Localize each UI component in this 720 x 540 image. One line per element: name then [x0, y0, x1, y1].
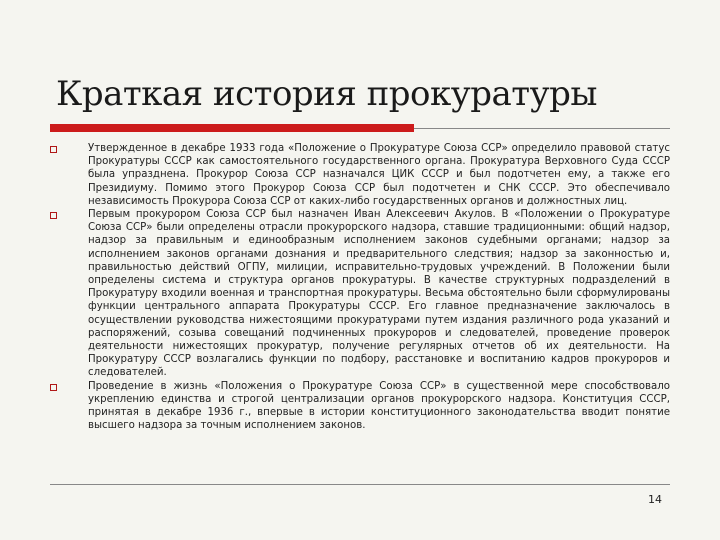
bullet-text: Проведение в жизнь «Положения о Прокуратуре Союза ССР» в существенной мере способствовало укреплению единства и строгой централизации органов прокурорского надзора. Конституция СССР, принятая в декабре 1936 г., впервые в истории конституционного законодательства вводит понятие высшего надзора за точным исполнением законов.: [88, 380, 670, 432]
square-bullet-icon: [50, 146, 57, 153]
square-bullet-icon: [50, 212, 57, 219]
bullet-item: [50, 142, 670, 208]
title-accent-bar: [50, 124, 414, 132]
bullet-list: [50, 142, 670, 432]
bullet-item: [50, 380, 670, 433]
page-number: 14: [648, 493, 662, 506]
bullet-text: Утвержденное в декабре 1933 года «Положение о Прокуратуре Союза ССР» определило правовой статус Прокуратуры СССР как самостоятельного государственного органа. Прокуратура Верховного Суда СССР была упразднена. Прокурор Союза ССР назначался ЦИК СССР и был подотчетен ему, а также его Президиуму. Помимо этого Прокурор Союза ССР был подотчетен и СНК СССР. Это обеспечивало независимость Прокурора Союза ССР от каких-либо государственных органов и должностных лиц.: [88, 143, 670, 207]
square-bullet-icon: [50, 384, 57, 391]
footer-divider: [50, 484, 670, 485]
bullet-text: Первым прокурором Союза ССР был назначен Иван Алексеевич Акулов. В «Положении о Прокуратуре Союза ССР» были определены отрасли прокурорского надзора, ставшие традиционными: общий надзор, надзор за правильным и единообразным исполнением законов судебными органами; надзор за исполнением законов органами дознания и предварительного следствия; надзор за законностью и, правильностью действий ОГПУ, милиции, исправительно-трудовых учреждений. В Положении были определены система и структура органов прокуратуры. В качестве структурных подразделений в Прокуратуру входили военная и транспортная прокуратуры. Весьма обстоятельно были сформулированы функции центрального аппарата Прокуратуры СССР. Его главное предназначение заключалось в осуществлении руководства нижестоящими прокуратурами путем издания различного рода указаний и распоряжений, созыва совещаний подчиненных прокуроров и следователей, проведение проверок деятельности нижестоящих прокуратур, получение регулярных отчетов об их деятельности. На Прокуратуру СССР возлагались функции по подбору, расстановке и воспитанию кадров прокуроров и следователей.: [88, 209, 670, 379]
slide-title: Краткая история прокуратуры: [56, 74, 597, 114]
bullet-item: [50, 208, 670, 380]
